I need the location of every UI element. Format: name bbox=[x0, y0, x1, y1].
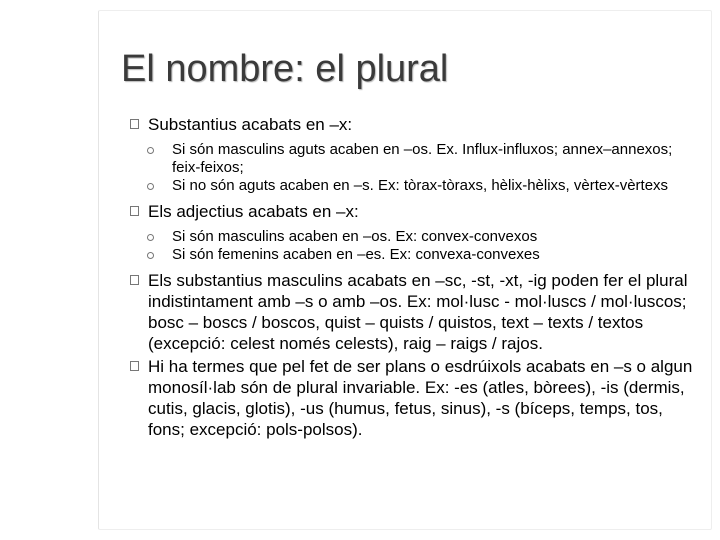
bullet-item-2 bbox=[130, 201, 700, 222]
slide-content bbox=[130, 114, 700, 440]
sub-item bbox=[130, 228, 700, 246]
bullet-item-4 bbox=[130, 356, 700, 440]
ring-bullet-icon bbox=[147, 252, 154, 259]
sub-list-2 bbox=[130, 228, 700, 264]
bullet-text: Substantius acabats en –x: bbox=[148, 115, 353, 134]
slide-title: El nombre: el plural bbox=[121, 48, 449, 90]
sub-item-text: Si són femenins acaben en –es. Ex: convexa-convexes bbox=[172, 246, 540, 263]
sub-item bbox=[130, 177, 700, 195]
bullet-item-1 bbox=[130, 114, 700, 135]
sub-item-text: Si no són aguts acaben en –s. Ex: tòrax-tòraxs, hèlix-hèlixs, vèrtex-vèrtexs bbox=[172, 177, 669, 194]
bullet-text: Els substantius masculins acabats en –sc, -st, -xt, -ig poden fer el plural indistintament amb –s o amb –os. Ex: mol·lusc - mol·luscs / mol·luscos; bosc – boscs / boscos, quist – quists / quistos, text – texts / textos (excepció: celest només celests), raig – raigs / rajos. bbox=[148, 271, 688, 353]
sub-item-text: Si són masculins aguts acaben en –os. Ex. Influx-influxos; annex–annexos; feix-feixos; bbox=[172, 141, 673, 176]
square-bullet-icon bbox=[130, 119, 139, 129]
bullet-item-3 bbox=[130, 270, 700, 354]
bullet-text: Els adjectius acabats en –x: bbox=[148, 202, 359, 221]
square-bullet-icon bbox=[130, 275, 139, 285]
ring-bullet-icon bbox=[147, 147, 154, 154]
bullet-text: Hi ha termes que pel fet de ser plans o esdrúixols acabats en –s o algun monosíl·lab són de plural invariable. Ex: -es (atles, bòrees), -is (dermis, cutis, glacis, glotis), -us (humus, fetus, sinus), -s (bíceps, temps, tos, fons; excepció: pols-polsos). bbox=[148, 357, 693, 439]
sub-item-text: Si són masculins acaben en –os. Ex: convex-convexos bbox=[172, 228, 538, 245]
square-bullet-icon bbox=[130, 361, 139, 371]
sub-list-1 bbox=[130, 141, 700, 195]
ring-bullet-icon bbox=[147, 183, 154, 190]
square-bullet-icon bbox=[130, 206, 139, 216]
ring-bullet-icon bbox=[147, 234, 154, 241]
sub-item bbox=[130, 141, 700, 177]
sub-item bbox=[130, 246, 700, 264]
